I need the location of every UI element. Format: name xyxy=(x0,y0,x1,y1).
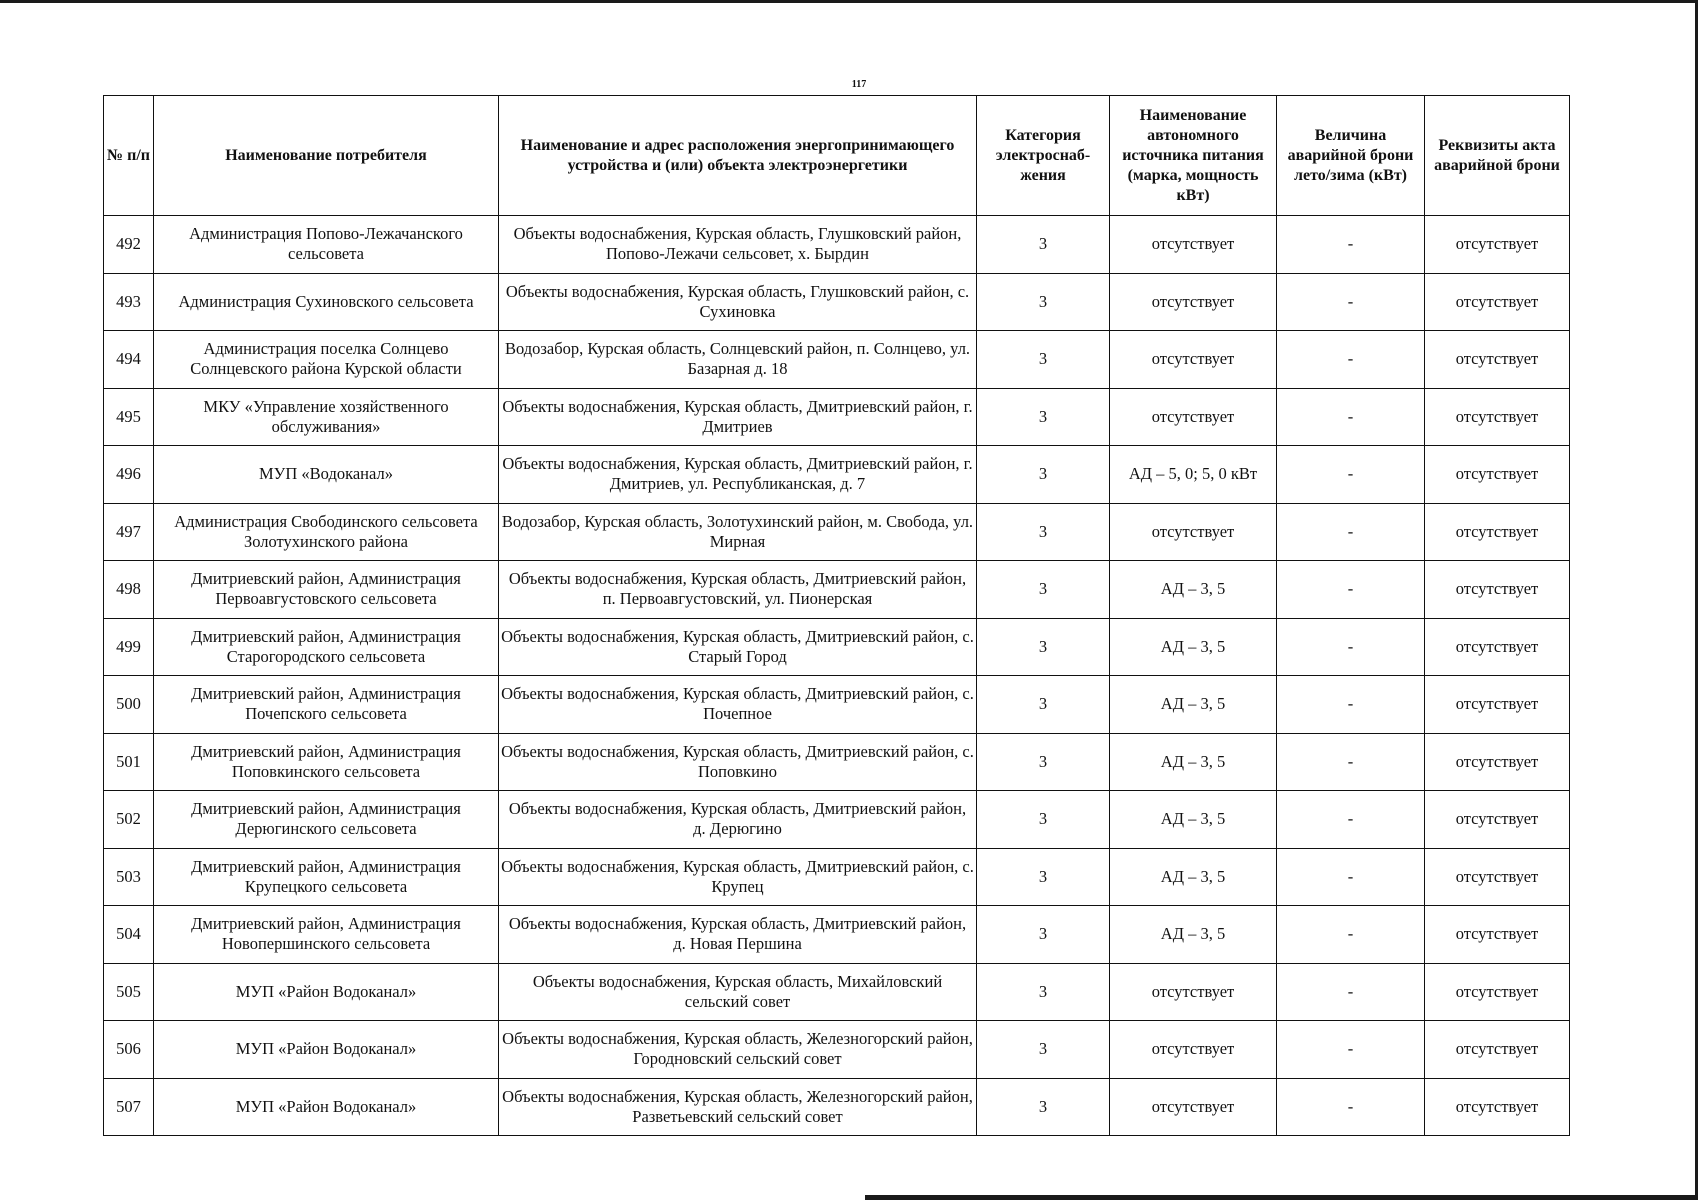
table-row xyxy=(104,618,1570,676)
cell-reserve: - xyxy=(1277,446,1425,504)
cell-consumer: МКУ «Управление хозяйственного обслуживания» xyxy=(154,388,499,446)
cell-reserve: - xyxy=(1277,561,1425,619)
table-row xyxy=(104,1021,1570,1079)
table-row xyxy=(104,503,1570,561)
emergency-reserve-table xyxy=(103,95,1570,1136)
cell-reserve: - xyxy=(1277,733,1425,791)
cell-reserve: - xyxy=(1277,848,1425,906)
cell-object: Объекты водоснабжения, Курская область, Дмитриевский район, п. Первоавгустовский, ул. Пионерская xyxy=(499,561,977,619)
scan-edge-top xyxy=(0,0,1698,3)
table-row xyxy=(104,388,1570,446)
cell-object: Объекты водоснабжения, Курская область, Дмитриевский район, д. Новая Першина xyxy=(499,906,977,964)
cell-num: 495 xyxy=(104,388,154,446)
cell-object: Водозабор, Курская область, Солнцевский район, п. Солнцево, ул. Базарная д. 18 xyxy=(499,331,977,389)
cell-object: Водозабор, Курская область, Золотухинский район, м. Свобода, ул. Мирная xyxy=(499,503,977,561)
cell-source: АД – 3, 5 xyxy=(1110,618,1277,676)
cell-consumer: Дмитриевский район, Администрация Поповкинского сельсовета xyxy=(154,733,499,791)
cell-consumer: Дмитриевский район, Администрация Почепского сельсовета xyxy=(154,676,499,734)
header-row xyxy=(104,96,1570,216)
cell-source: АД – 3, 5 xyxy=(1110,561,1277,619)
scan-mark-bottom xyxy=(865,1195,1698,1200)
cell-act: отсутствует xyxy=(1425,1078,1570,1136)
cell-reserve: - xyxy=(1277,676,1425,734)
cell-act: отсутствует xyxy=(1425,618,1570,676)
cell-num: 501 xyxy=(104,733,154,791)
cell-num: 492 xyxy=(104,216,154,274)
cell-consumer: Дмитриевский район, Администрация Крупецкого сельсовета xyxy=(154,848,499,906)
cell-category: 3 xyxy=(977,791,1110,849)
cell-source: отсутствует xyxy=(1110,216,1277,274)
cell-num: 506 xyxy=(104,1021,154,1079)
cell-act: отсутствует xyxy=(1425,1021,1570,1079)
cell-num: 498 xyxy=(104,561,154,619)
cell-source: АД – 3, 5 xyxy=(1110,791,1277,849)
table-row xyxy=(104,273,1570,331)
cell-num: 494 xyxy=(104,331,154,389)
header-object: Наименование и адрес расположения энергопринимающего устройства и (или) объекта электроэнергетики xyxy=(499,96,977,216)
cell-reserve: - xyxy=(1277,791,1425,849)
table-row xyxy=(104,963,1570,1021)
cell-num: 493 xyxy=(104,273,154,331)
cell-act: отсутствует xyxy=(1425,273,1570,331)
cell-source: АД – 3, 5 xyxy=(1110,906,1277,964)
cell-num: 499 xyxy=(104,618,154,676)
cell-source: АД – 5, 0; 5, 0 кВт xyxy=(1110,446,1277,504)
table-row xyxy=(104,733,1570,791)
cell-act: отсутствует xyxy=(1425,906,1570,964)
cell-act: отсутствует xyxy=(1425,561,1570,619)
cell-act: отсутствует xyxy=(1425,676,1570,734)
cell-act: отсутствует xyxy=(1425,446,1570,504)
cell-act: отсутствует xyxy=(1425,733,1570,791)
cell-consumer: МУП «Район Водоканал» xyxy=(154,1021,499,1079)
cell-category: 3 xyxy=(977,848,1110,906)
cell-reserve: - xyxy=(1277,1021,1425,1079)
cell-source: отсутствует xyxy=(1110,273,1277,331)
cell-consumer: Дмитриевский район, Администрация Новопершинского сельсовета xyxy=(154,906,499,964)
cell-object: Объекты водоснабжения, Курская область, Дмитриевский район, с. Поповкино xyxy=(499,733,977,791)
cell-category: 3 xyxy=(977,216,1110,274)
cell-object: Объекты водоснабжения, Курская область, Дмитриевский район, г. Дмитриев, ул. Республиканская, д. 7 xyxy=(499,446,977,504)
table-row xyxy=(104,561,1570,619)
table-row xyxy=(104,331,1570,389)
cell-act: отсутствует xyxy=(1425,388,1570,446)
cell-source: отсутствует xyxy=(1110,503,1277,561)
cell-category: 3 xyxy=(977,1021,1110,1079)
cell-act: отсутствует xyxy=(1425,331,1570,389)
table-row xyxy=(104,216,1570,274)
cell-consumer: Администрация Свободинского сельсовета Золотухинского района xyxy=(154,503,499,561)
cell-reserve: - xyxy=(1277,963,1425,1021)
cell-consumer: Дмитриевский район, Администрация Первоавгустовского сельсовета xyxy=(154,561,499,619)
cell-category: 3 xyxy=(977,733,1110,791)
cell-reserve: - xyxy=(1277,618,1425,676)
cell-reserve: - xyxy=(1277,1078,1425,1136)
table-row xyxy=(104,906,1570,964)
cell-object: Объекты водоснабжения, Курская область, Дмитриевский район, с. Крупец xyxy=(499,848,977,906)
cell-source: отсутствует xyxy=(1110,1021,1277,1079)
cell-object: Объекты водоснабжения, Курская область, Дмитриевский район, д. Дерюгино xyxy=(499,791,977,849)
cell-reserve: - xyxy=(1277,906,1425,964)
cell-object: Объекты водоснабжения, Курская область, Железногорский район, Разветьевский сельский совет xyxy=(499,1078,977,1136)
cell-category: 3 xyxy=(977,503,1110,561)
cell-object: Объекты водоснабжения, Курская область, Дмитриевский район, г. Дмитриев xyxy=(499,388,977,446)
cell-num: 502 xyxy=(104,791,154,849)
cell-category: 3 xyxy=(977,618,1110,676)
cell-consumer: МУП «Район Водоканал» xyxy=(154,963,499,1021)
cell-reserve: - xyxy=(1277,273,1425,331)
cell-act: отсутствует xyxy=(1425,848,1570,906)
table-row xyxy=(104,1078,1570,1136)
cell-consumer: Администрация Сухиновского сельсовета xyxy=(154,273,499,331)
header-category: Категория электроснаб-жения xyxy=(977,96,1110,216)
cell-category: 3 xyxy=(977,676,1110,734)
page-number: 117 xyxy=(851,79,867,90)
cell-num: 497 xyxy=(104,503,154,561)
cell-category: 3 xyxy=(977,331,1110,389)
cell-reserve: - xyxy=(1277,503,1425,561)
cell-source: АД – 3, 5 xyxy=(1110,676,1277,734)
cell-category: 3 xyxy=(977,906,1110,964)
cell-object: Объекты водоснабжения, Курская область, Глушковский район, с. Сухиновка xyxy=(499,273,977,331)
cell-act: отсутствует xyxy=(1425,216,1570,274)
table-row xyxy=(104,676,1570,734)
table-row xyxy=(104,446,1570,504)
cell-num: 503 xyxy=(104,848,154,906)
header-num: № п/п xyxy=(104,96,154,216)
cell-source: отсутствует xyxy=(1110,388,1277,446)
cell-num: 500 xyxy=(104,676,154,734)
cell-num: 504 xyxy=(104,906,154,964)
header-consumer: Наименование потребителя xyxy=(154,96,499,216)
cell-category: 3 xyxy=(977,273,1110,331)
cell-object: Объекты водоснабжения, Курская область, Глушковский район, Попово-Лежачи сельсовет, х. Бырдин xyxy=(499,216,977,274)
cell-consumer: Администрация поселка Солнцево Солнцевского района Курской области xyxy=(154,331,499,389)
cell-category: 3 xyxy=(977,388,1110,446)
cell-category: 3 xyxy=(977,446,1110,504)
cell-source: отсутствует xyxy=(1110,1078,1277,1136)
cell-object: Объекты водоснабжения, Курская область, Михайловский сельский совет xyxy=(499,963,977,1021)
cell-source: отсутствует xyxy=(1110,963,1277,1021)
cell-num: 505 xyxy=(104,963,154,1021)
table-row xyxy=(104,791,1570,849)
cell-consumer: Дмитриевский район, Администрация Дерюгинского сельсовета xyxy=(154,791,499,849)
header-source: Наименование автономного источника питания (марка, мощность кВт) xyxy=(1110,96,1277,216)
cell-act: отсутствует xyxy=(1425,963,1570,1021)
cell-source: АД – 3, 5 xyxy=(1110,733,1277,791)
header-reserve: Величина аварийной брони лето/зима (кВт) xyxy=(1277,96,1425,216)
cell-reserve: - xyxy=(1277,216,1425,274)
table-row xyxy=(104,848,1570,906)
cell-source: отсутствует xyxy=(1110,331,1277,389)
cell-consumer: Дмитриевский район, Администрация Старогородского сельсовета xyxy=(154,618,499,676)
cell-reserve: - xyxy=(1277,331,1425,389)
cell-category: 3 xyxy=(977,963,1110,1021)
cell-consumer: МУП «Водоканал» xyxy=(154,446,499,504)
cell-object: Объекты водоснабжения, Курская область, Дмитриевский район, с. Почепное xyxy=(499,676,977,734)
cell-category: 3 xyxy=(977,561,1110,619)
header-act: Реквизиты акта аварийной брони xyxy=(1425,96,1570,216)
cell-act: отсутствует xyxy=(1425,503,1570,561)
cell-category: 3 xyxy=(977,1078,1110,1136)
cell-object: Объекты водоснабжения, Курская область, Железногорский район, Городновский сельский совет xyxy=(499,1021,977,1079)
cell-num: 496 xyxy=(104,446,154,504)
cell-source: АД – 3, 5 xyxy=(1110,848,1277,906)
cell-num: 507 xyxy=(104,1078,154,1136)
cell-object: Объекты водоснабжения, Курская область, Дмитриевский район, с. Старый Город xyxy=(499,618,977,676)
cell-reserve: - xyxy=(1277,388,1425,446)
cell-consumer: Администрация Попово-Лежачанского сельсовета xyxy=(154,216,499,274)
cell-act: отсутствует xyxy=(1425,791,1570,849)
cell-consumer: МУП «Район Водоканал» xyxy=(154,1078,499,1136)
